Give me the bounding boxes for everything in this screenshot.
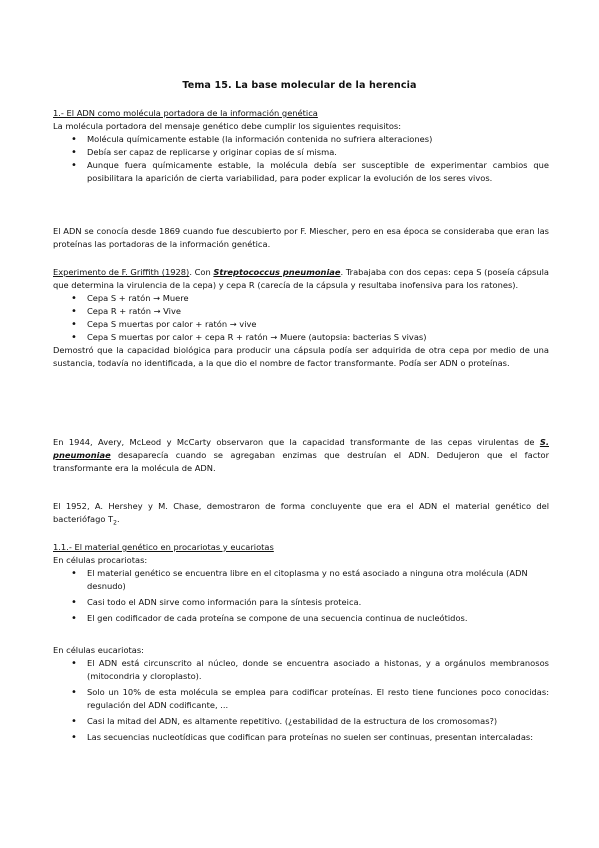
griffith-section: [53, 266, 549, 370]
miescher-text: El ADN se conocía desde 1869 cuando fue descubierto por F. Miescher, pero en esa época se consideraba que eran las proteínas las portadoras de la información genética.: [53, 226, 549, 249]
section-1: [53, 107, 549, 185]
hershey-sub: 2: [113, 519, 117, 527]
list-item: • Molécula químicamente estable (la información contenida no sufriera alteraciones): [53, 133, 549, 146]
list-item: • Casi la mitad del ADN, es altamente repetitivo. (¿estabilidad de la estructura de los cromosomas?): [53, 715, 549, 728]
avery-before: En 1944, Avery, McLeod y McCarty observaron que la capacidad transformante de las cepas virulentas de: [53, 437, 540, 447]
section-1-intro: La molécula portadora del mensaje genético debe cumplir los siguientes requisitos:: [53, 121, 402, 131]
hershey-main: El 1952, A. Hershey y M. Chase, demostraron de forma concluyente que era el ADN el material genético del bacteriófago T: [53, 501, 549, 524]
section-1-1-heading: 1.1.- El material genético en procariotas y eucariotas: [53, 542, 274, 552]
list-item: • El material genético se encuentra libre en el citoplasma y no está asociado a ninguna otra molécula (ADN desnudo): [53, 567, 549, 593]
list-item: • El ADN está circunscrito al núcleo, donde se encuentra asociado a histonas, y a orgánulos membranosos (mitocondria y cloroplasto).: [53, 657, 549, 683]
griffith-con: . Con: [189, 267, 214, 277]
page-title: Tema 15. La base molecular de la herencia: [182, 80, 417, 91]
list-item: • Cepa S muertas por calor + ratón → vive: [53, 318, 549, 331]
section-1-heading: 1.- El ADN como molécula portadora de la información genética: [53, 108, 318, 118]
hershey-paragraph: [53, 500, 549, 530]
avery-after: desaparecía cuando se agregaban enzimas que destruían el ADN. Dedujeron que el factor transformante era la molécula de ADN.: [53, 450, 549, 473]
griffith-label: Experimento de F. Griffith (1928): [53, 267, 190, 277]
prokaryote-list: [53, 567, 549, 625]
list-item: • Cepa S + ratón → Muere: [53, 292, 549, 305]
section-1-1: [53, 541, 549, 625]
list-item: • Debía ser capaz de replicarse y originar copias de sí misma.: [53, 146, 549, 159]
griffith-species: Streptococcus pneumoniae: [213, 267, 341, 277]
eukaryote-section: [53, 644, 549, 744]
list-item: • Aunque fuera químicamente estable, la molécula debía ser susceptible de experimentar cambios que posibilitara la aparición de cierta variabilidad, para poder explicar la evolución de los seres vivos.: [53, 159, 549, 185]
prokaryote-intro: En células procariotas:: [53, 555, 148, 565]
griffith-conclusion: Demostró que la capacidad biológica para producir una cápsula podía ser adquirida de otra cepa por medio de una sustancia, todavía no identificada, a la que dio el nombre de factor transformante. Podía ser ADN o proteínas.: [53, 345, 549, 368]
miescher-paragraph: [53, 225, 549, 251]
avery-paragraph: [53, 436, 549, 475]
avery-species: S. pneumoniae: [53, 437, 549, 460]
requirements-list: [53, 133, 549, 185]
list-item: • Cepa S muertas por calor + cepa R + ratón → Muere (autopsia: bacterias S vivas): [53, 331, 549, 344]
list-item: • Cepa R + ratón → Vive: [53, 305, 549, 318]
griffith-text: . Trabajaba con dos cepas: cepa S (poseía cápsula que determina la virulencia de la cepa) y cepa R (carecía de la cápsula y resultaba inofensiva para los ratones).: [53, 267, 550, 290]
avery-text: [53, 436, 549, 475]
list-item: • El gen codificador de cada proteína se compone de una secuencia continua de nucleótidos.: [53, 612, 549, 625]
list-item: • Casi todo el ADN sirve como información para la síntesis proteica.: [53, 596, 549, 609]
eukaryote-intro: En células eucariotas:: [53, 645, 144, 655]
griffith-list: [53, 292, 549, 344]
hershey-end: .: [116, 514, 120, 524]
eukaryote-list: [53, 657, 549, 744]
griffith-paragraph: [53, 266, 549, 292]
hershey-text: [53, 500, 549, 530]
list-item: • Las secuencias nucleotídicas que codifican para proteínas no suelen ser continuas, presentan intercaladas:: [53, 731, 549, 744]
list-item: • Solo un 10% de esta molécula se emplea para codificar proteínas. El resto tiene funciones poco conocidas: regulación del ADN codificante, ...: [53, 686, 549, 712]
